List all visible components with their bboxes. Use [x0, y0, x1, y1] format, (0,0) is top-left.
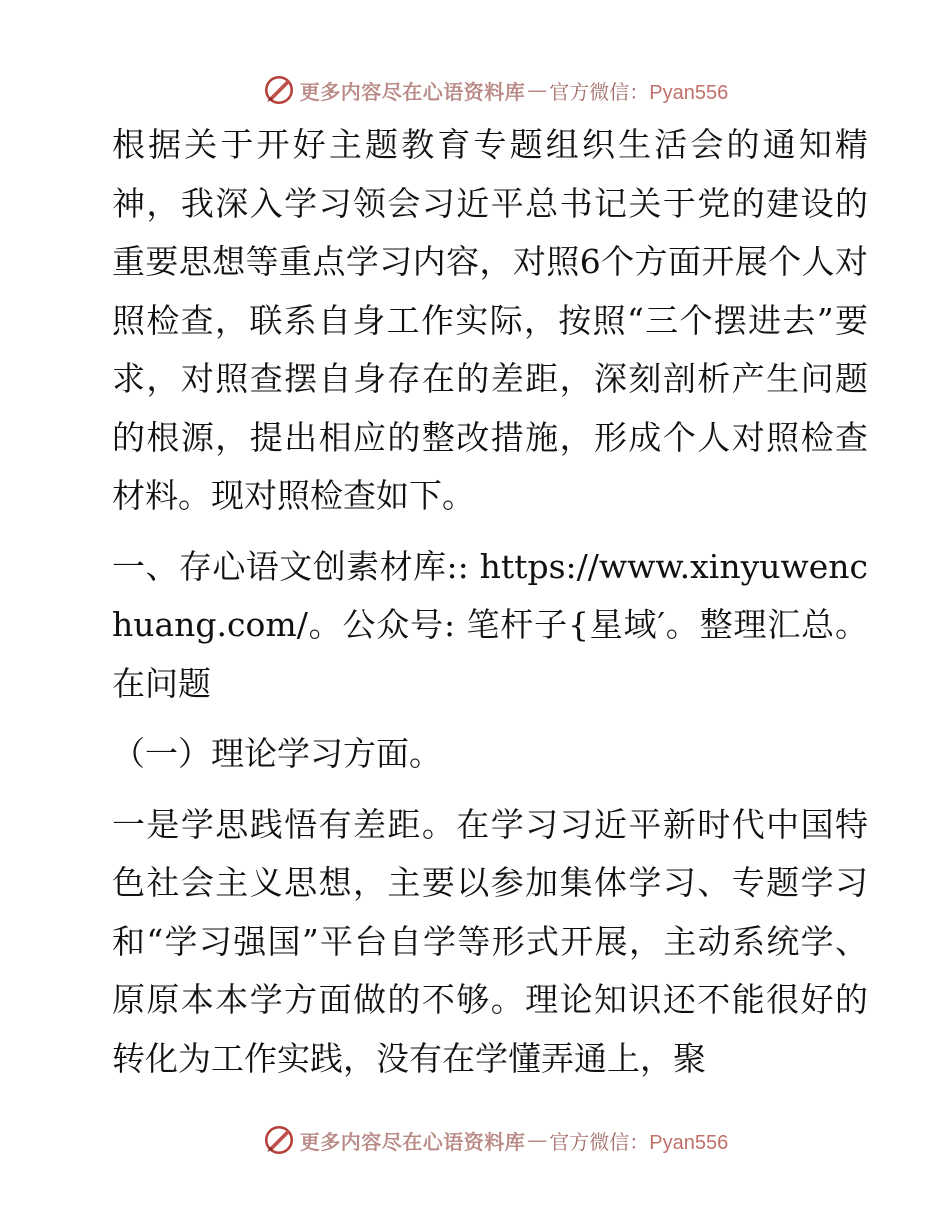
section-heading-1: 一、存心语文创素材库:: https://www.xinyuwenchuang.com/。公众号: 笔杆子{星域′。整理汇总。在问题 — [112, 546, 868, 703]
header-banner-wechat-label: 官方微信： — [549, 79, 650, 104]
header-banner — [0, 70, 950, 110]
body-paragraph-1: 一是学思践悟有差距。在学习习近平新时代中国特色社会主义思想，主要以参加集体学习、专题学习和“学习强国”平台自学等形式开展，主动系统学、原原本本学方面做的不够。理论知识还不能很好的转化为工作实践，没有在学懂弄通上，聚 — [112, 804, 868, 1078]
header-banner-wechat — [549, 76, 728, 105]
footer-banner-wechat-label: 官方微信： — [549, 1129, 650, 1154]
intro-paragraph: 根据关于开好主题教育专题组织生活会的通知精神，我深入学习领会习近平总书记关于党的建设的重要思想等重点学习内容，对照6个方面开展个人对照检查，联系自身工作实际，按照“三个摆进去”要求，对照查摆自身存在的差距，深刻剖析产生问题的根源，提出相应的整改措施，形成个人对照检查材料。现对照检查如下。 — [112, 125, 868, 515]
header-banner-dash: — — [527, 78, 548, 102]
document-body — [98, 116, 868, 1088]
paragraph-gap — [98, 526, 868, 538]
footer-banner-wechat-id: Pyan556 — [649, 1131, 729, 1154]
quill-logo-icon — [262, 73, 296, 107]
footer-banner-dash: — — [527, 1128, 548, 1152]
subsection-heading-1: （一）理论学习方面。 — [112, 734, 442, 773]
header-banner-title: 更多内容尽在心语资料库 — [299, 79, 526, 104]
paragraph-gap — [98, 784, 868, 796]
footer-banner — [0, 1120, 950, 1160]
header-banner-wechat-id: Pyan556 — [649, 81, 729, 104]
footer-banner-wechat — [549, 1126, 728, 1155]
footer-banner-title: 更多内容尽在心语资料库 — [299, 1129, 526, 1154]
header-banner-inner — [262, 73, 728, 107]
quill-logo-icon — [262, 1123, 296, 1157]
footer-banner-inner — [262, 1123, 728, 1157]
paragraph-gap — [98, 713, 868, 725]
